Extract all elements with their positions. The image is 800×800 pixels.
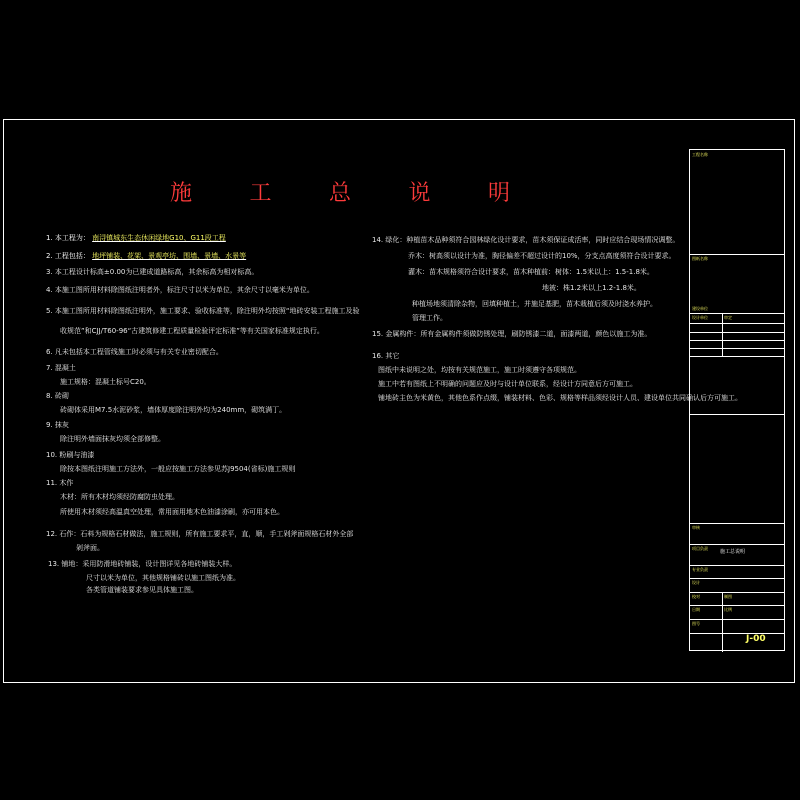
sheet-code: J-00	[746, 634, 766, 644]
note-item: 灌木：苗木规格须符合设计要求，苗木种植前：树体：1.5米以上：1.5-1.8米。	[408, 268, 654, 276]
note-item: 施工中若有图纸上不明确的问题应及时与设计单位联系，经设计方同意后方可施工。	[378, 380, 637, 388]
note-item: 砖砌体采用M7.5水泥砂浆，墙体厚度除注明外均为240mm，砌筑满丁。	[60, 406, 287, 414]
note-item: 16. 其它	[372, 352, 400, 360]
note-item: 各类管道铺装要求参见具体施工图。	[86, 586, 198, 594]
note-item: 5. 本施工图所用材料除图纸注明外，施工要求、验收标准等，除注明外均按照“地砖安装工程施工及验	[46, 307, 360, 315]
note-item: 12. 石作：石料为规格石材做法，施工规则，所有施工要求平，直，顺，手工剁斧面规格石材外全部	[46, 530, 354, 538]
note-item: 地被：株1.2米以上1.2-1.8米。	[542, 284, 641, 292]
tb-label: 制图	[724, 594, 732, 599]
note-item: 所使用木材须经高温真空处理，常用面用地木色油漆涂刷，亦可用本色。	[60, 508, 284, 516]
tb-label: 审核	[692, 525, 700, 530]
drawing-name: 施工总说明	[720, 549, 746, 555]
note-item: 6. 凡未包括本工程管线施工时必须与有关专业密切配合。	[46, 348, 223, 356]
note-item: 9. 抹灰	[46, 421, 69, 429]
note-item: 3. 本工程设计标高±0.00为已建成道路标高，其余标高为相对标高。	[46, 268, 259, 276]
note-item: 乔木：树高须以设计为准，胸径偏差不超过设计的10%，分支点高度须符合设计要求。	[408, 252, 676, 260]
tb-label: 审定	[724, 315, 732, 320]
tb-label: 工程名称	[692, 152, 708, 157]
note-item: 铺地砖主色为米黄色，其他色系作点缀，铺装材料、色彩、规格等样品须经设计人员、建设单位共同确认后方可施工。	[378, 394, 742, 402]
tb-label: 图纸名称	[692, 256, 708, 261]
note-item: 除按本图纸注明施工方法外，一般应按施工方法参见苏J9504(省标)施工规则	[60, 465, 296, 473]
note-item: 8. 砖砌	[46, 392, 69, 400]
tb-label: 建设单位	[692, 306, 708, 311]
tb-label: 设计单位	[692, 315, 708, 320]
tb-label: 项目负责	[692, 546, 708, 551]
title-char: 施	[170, 180, 193, 206]
note-item: 图纸中未说明之处，均按有关规范施工，施工时须遵守各项规范。	[378, 366, 581, 374]
note-item: 管理工作。	[412, 314, 447, 322]
note-item: 1. 本工程为：	[46, 234, 90, 242]
note-item: 11. 木作	[46, 479, 74, 487]
title-char: 说	[408, 180, 431, 206]
note-item: 4. 本施工图所用材料除图纸注明者外，标注尺寸以米为单位，其余尺寸以毫米为单位。	[46, 286, 314, 294]
note-item: 施工规格：混凝土标号C20。	[60, 378, 151, 386]
title-char: 总	[328, 180, 351, 206]
title-char: 工	[249, 180, 272, 206]
note-item: 14. 绿化：种植苗木品种须符合园林绿化设计要求，苗木须保证成活率，同时应结合现场情况调整。	[372, 236, 680, 244]
tb-label: 校对	[692, 594, 700, 599]
title-char: 明	[487, 180, 510, 206]
note-item: 剁斧面。	[76, 544, 104, 552]
note-item: 7. 混凝土	[46, 364, 76, 372]
project-name: 南浔镇城东生态休闲绿地G10、G11段工程	[92, 234, 226, 242]
tb-label: 图号	[692, 621, 700, 626]
project-scope: 地坪铺装、花架、景观亭坊、围墙、景墙、水景等	[92, 252, 247, 260]
note-item: 除注明外墙面抹灰均须全部修整。	[60, 435, 165, 443]
note-item: 13. 铺地：采用防滑地砖铺装，设计图详见各地砖铺装大样。	[48, 560, 237, 568]
tb-label: 日期	[692, 607, 700, 612]
note-item: 2. 工程包括：	[46, 252, 90, 260]
title-block	[689, 149, 785, 651]
note-item: 15. 金属构件：所有金属构件须做防锈处理，刷防锈漆二道，面漆两道，颜色以施工为准。	[372, 330, 652, 338]
tb-label: 比例	[724, 607, 732, 612]
note-item: 种植场地须清除杂物，回填种植土，并施足基肥，苗木栽植后须及时浇水养护。	[412, 300, 657, 308]
note-item: 收规范”和CJJ/T60-96“古建筑修建工程质量检验评定标准”等有关国家标准规定执行。	[60, 327, 324, 335]
tb-label: 专业负责	[692, 567, 708, 572]
note-item: 10. 粉刷与油漆	[46, 451, 95, 459]
note-item: 木材：所有木材均须经防腐防虫处理。	[60, 493, 179, 501]
tb-label: 设计	[692, 580, 700, 585]
left-notes	[46, 0, 366, 800]
note-item: 尺寸以米为单位，其他规格铺砖以施工图纸为准。	[86, 574, 240, 582]
